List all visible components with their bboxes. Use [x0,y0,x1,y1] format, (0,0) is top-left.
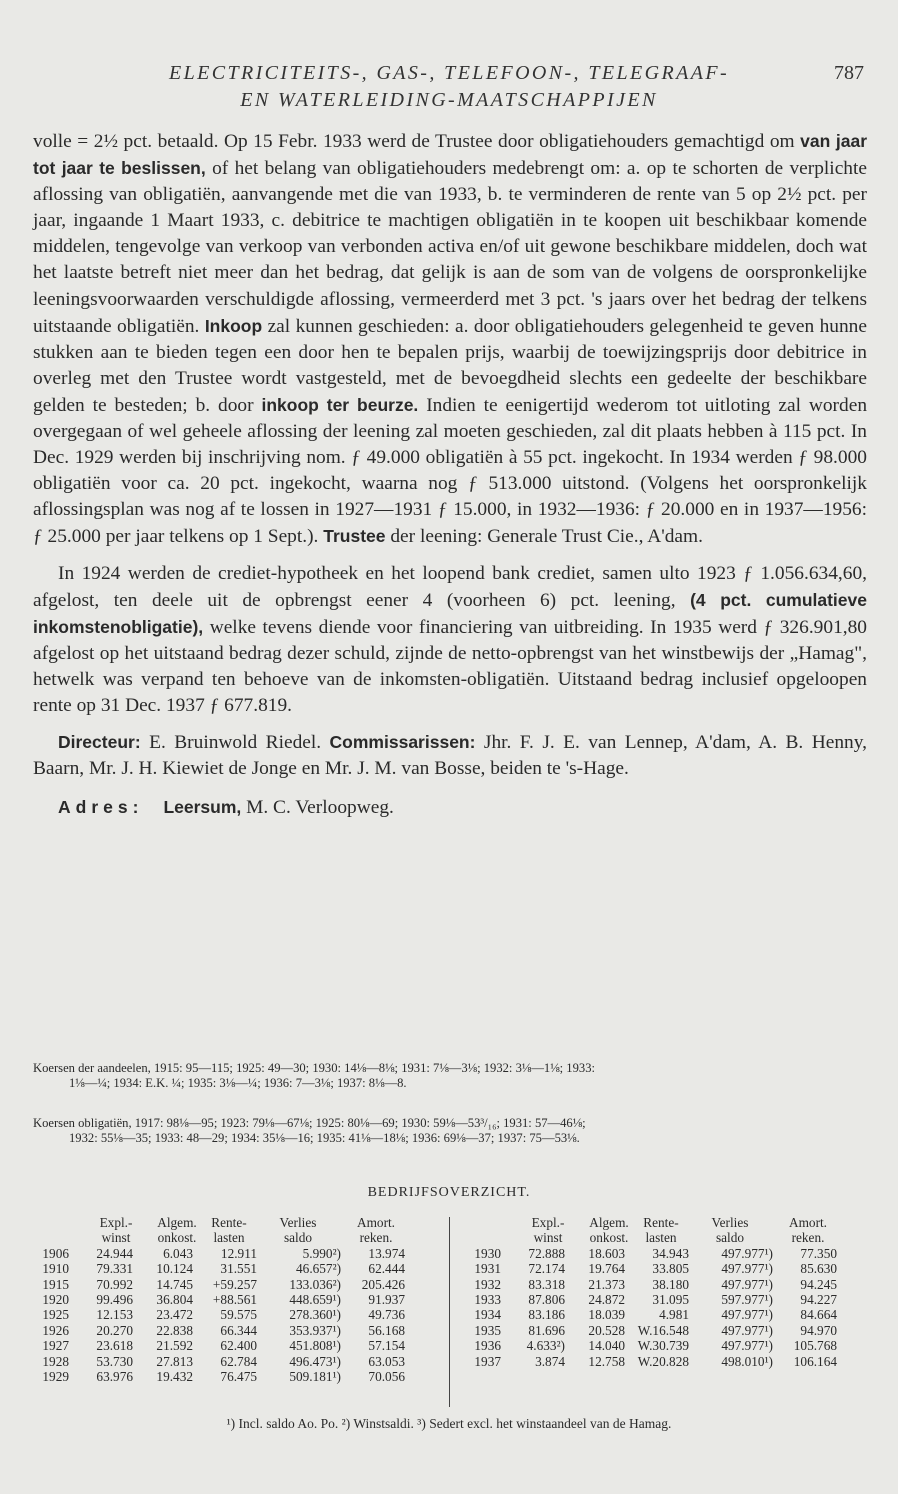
page-number: 787 [834,62,864,84]
table-header-row [33,1215,443,1230]
cell-year: 1937 [474,1353,501,1369]
cell-verlies-saldo: 498.010¹) [721,1353,773,1369]
table-row [33,1369,443,1384]
cell-expl-winst: 4.633²) [526,1338,565,1354]
table-header-cell: saldo [715,1230,745,1246]
paragraph-trustee [33,128,867,551]
cell-amort-reken: 94.227 [800,1291,837,1307]
bold-inkomstenobligatie: (4 pct. cumulatieve inkomstenobligatie), [33,589,867,637]
cell-expl-winst: 99.496 [96,1291,133,1307]
cell-amort-reken: 91.937 [368,1291,405,1307]
cell-amort-reken: 70.056 [368,1368,405,1384]
cell-expl-winst: 24.944 [96,1245,133,1261]
table-header-cell: lasten [645,1230,677,1246]
cell-verlies-saldo: 497.977¹) [721,1276,773,1292]
table-header-cell: winst [101,1230,131,1246]
cell-expl-winst: 87.806 [528,1291,565,1307]
cell-year: 1925 [42,1307,69,1323]
cell-amort-reken: 94.970 [800,1322,837,1338]
cell-amort-reken: 57.154 [368,1338,405,1354]
cell-rente-lasten: 31.095 [652,1291,689,1307]
cell-algem-onkost: 18.039 [588,1307,625,1323]
koersen-obligatien [33,1116,867,1146]
bold-phrase: van jaar tot jaar te beslissen, [33,131,868,179]
table-row [465,1323,875,1338]
table-header-cell: Expl.- [531,1215,565,1230]
cell-verlies-saldo: 278.360¹) [289,1307,341,1323]
bold-inkoop: Inkoop [204,315,263,336]
table-row [465,1354,875,1369]
table-row [465,1338,875,1353]
table-header-cell: winst [533,1230,563,1246]
paragraph-adres [33,794,867,821]
table-header-cell: Rente- [211,1215,247,1230]
cell-algem-onkost: 21.373 [588,1276,625,1292]
cell-algem-onkost: 19.432 [156,1368,193,1384]
cell-amort-reken: 106.164 [793,1353,837,1369]
cell-algem-onkost: 27.813 [156,1353,193,1369]
cell-year: 1929 [42,1368,69,1384]
table-row [33,1292,443,1307]
cell-algem-onkost: 14.745 [156,1276,193,1292]
cell-rente-lasten: +59.257 [212,1276,257,1292]
cell-year: 1936 [474,1338,501,1354]
cell-year: 1934 [474,1307,501,1323]
cell-year: 1933 [474,1291,501,1307]
cell-verlies-saldo: 597.977¹) [721,1291,773,1307]
bold-directeur: Directeur: [58,732,141,753]
cell-year: 1932 [474,1276,501,1292]
cell-expl-winst: 83.186 [528,1307,565,1323]
cell-year: 1910 [42,1261,69,1277]
table-row [465,1246,875,1261]
cell-amort-reken: 62.444 [368,1261,405,1277]
text-run: In 1924 werden de crediet-hypotheek en het loopend bank crediet, samen ulto 1923 ƒ 1.056.634,60, afgelost, ten deele uit de opbrengst eener 4 (voorheen 6) pct. leening, [33,562,867,611]
cell-expl-winst: 12.153 [96,1307,133,1323]
cell-algem-onkost: 10.124 [156,1261,193,1277]
cell-verlies-saldo: 496.473¹) [289,1353,341,1369]
table-header-cell: Verlies [279,1215,317,1230]
table-header-cell: reken. [359,1230,393,1246]
cell-verlies-saldo: 497.977¹) [721,1261,773,1277]
cell-amort-reken: 56.168 [368,1322,405,1338]
cell-year: 1906 [42,1245,69,1261]
text-run: Indien te eenigertijd wederom tot uitloting zal worden overgegaan of wel geheele aflossing der leening zal moeten geschieden, zal dit plaats hebben à 115 pct. In Dec. 1929 werden bij inschrijving nom. ƒ 49.000 obligatiën à 55 pct. ingekocht. In 1934 werden ƒ 98.000 obligatiën voor ca. 20 pct. ingekocht, waarna nog ƒ 513.000 uitstond. (Volgens het oorspronkelijk aflossingsplan was nog af te lossen in 1927—1931 ƒ 15.000, in 1932—1936: ƒ 20.000 en in 1937—1956: ƒ 25.000 per jaar telkens op 1 Sept.). [33,394,868,548]
cell-rente-lasten: +88.561 [212,1291,257,1307]
table-row [33,1261,443,1276]
table-header-cell: Verlies [711,1215,749,1230]
cell-expl-winst: 81.696 [528,1322,565,1338]
cell-expl-winst: 63.976 [96,1368,133,1384]
table-header-cell: Algem. [589,1215,629,1230]
cell-amort-reken: 94.245 [800,1276,837,1292]
address-label: Adres: [58,797,144,818]
cell-expl-winst: 83.318 [528,1276,565,1292]
cell-algem-onkost: 14.040 [588,1338,625,1354]
cell-algem-onkost: 23.472 [156,1307,193,1323]
table-row [33,1338,443,1353]
cell-verlies-saldo: 451.808¹) [289,1338,341,1354]
cell-year: 1928 [42,1353,69,1369]
text-run: of het belang van obligatiehouders medebrengt om: a. op te schorten de verplichte aflossing van obligatiën, aanvangende met die van 1933, b. te verminderen de rente van 5 op 2½ pct. per jaar, ingaande 1 Maart 1933, c. debitrice te machtigen obligatiën in te koopen uit beschikbaar komende middelen, tengevolge van verkoop van verbonden activa en/of uit gewone beschikbare middelen, doch wat het laatste betreft niet meer dan het bedrag, dat gelijk is aan de som van de volgens de oorspronkelijke leeningsvoorwaarden verschuldigde aflossing, vermeerderd met 3 pct. 's jaars over het bedrag der telkens uitstaande obligatiën. [33,158,867,337]
table-row [465,1307,875,1322]
cell-verlies-saldo: 5.990²) [302,1245,341,1261]
cell-rente-lasten: 33.805 [652,1261,689,1277]
cell-expl-winst: 53.730 [96,1353,133,1369]
cell-year: 1931 [474,1261,501,1277]
cell-rente-lasten: 76.475 [220,1368,257,1384]
paragraph-hypotheek [33,561,867,720]
cell-algem-onkost: 22.838 [156,1322,193,1338]
cell-verlies-saldo: 46.657²) [296,1261,341,1277]
table-header-cell: Expl.- [99,1215,133,1230]
table-footnote: ¹) Incl. saldo Ao. Po. ²) Winstsaldi. ³) Sedert excl. het winstaandeel van de Hamag. [226,1416,672,1431]
cell-year: 1915 [42,1276,69,1292]
table-right [465,1215,875,1369]
running-header [0,62,898,122]
table-row [465,1277,875,1292]
cell-verlies-saldo: 448.659¹) [289,1291,341,1307]
text-run: Jhr. F. J. E. van Lennep, A'dam, A. B. Henny, Baarn, Mr. J. H. Kiewiet de Jonge en Mr. J. M. van Bosse, beiden te 's-Hage. [33,732,867,780]
cell-algem-onkost: 18.603 [588,1245,625,1261]
table-row [465,1261,875,1276]
cell-algem-onkost: 6.043 [163,1245,193,1261]
cell-algem-onkost: 12.758 [588,1353,625,1369]
cell-algem-onkost: 20.528 [588,1322,625,1338]
table-header-cell: Amort. [356,1215,396,1230]
table-row [465,1292,875,1307]
cell-year: 1926 [42,1322,69,1338]
table-header-cell: Algem. [157,1215,197,1230]
table-header-cell: onkost. [589,1230,629,1246]
table-row [33,1323,443,1338]
table-row [33,1246,443,1261]
cell-rente-lasten: 31.551 [220,1261,257,1277]
cell-rente-lasten: W.16.548 [637,1322,689,1338]
cell-rente-lasten: 4.981 [659,1307,689,1323]
table-row [33,1307,443,1322]
koersen-obligatien-line-2: 1932: 55⅛—35; 1933: 48—29; 1934: 35⅛—16; 1935: 41⅛—18⅛; 1936: 69⅛—37; 1937: 75—53⅛. [69,1131,580,1145]
text-run: zal kunnen geschieden: a. door obligatiehouders gelegenheid te geven hunne stukken aan te bieden tegen een door hen te bepalen prijs, waarbij de toewijzingsprijs door debitrice in overleg met den Trustee wordt vastgesteld, met de bevoegdheid slechts een gedeelte der beschikbare gelden te besteden; b. door [33,315,867,416]
cell-rente-lasten: 34.943 [652,1245,689,1261]
text-run: E. Bruinwold Riedel. [140,732,330,754]
cell-rente-lasten: 38.180 [652,1276,689,1292]
table-header-row [465,1215,875,1230]
cell-verlies-saldo: 497.977¹) [721,1338,773,1354]
cell-rente-lasten: 59.575 [220,1307,257,1323]
cell-expl-winst: 79.331 [96,1261,133,1277]
cell-amort-reken: 77.350 [800,1245,837,1261]
cell-rente-lasten: 62.784 [220,1353,257,1369]
cell-amort-reken: 84.664 [800,1307,837,1323]
header-title-line-1: ELECTRICITEITS-, GAS-, TELEFOON-, TELEGRAAF- [168,62,730,84]
cell-amort-reken: 13.974 [368,1245,405,1261]
cell-amort-reken: 49.736 [368,1307,405,1323]
table-header-cell: Amort. [788,1215,828,1230]
table-left [33,1215,443,1384]
cell-expl-winst: 72.888 [528,1245,565,1261]
table-row [33,1277,443,1292]
bold-inkoop-ter-beurze: inkoop ter beurze. [261,394,419,415]
cell-expl-winst: 3.874 [535,1353,565,1369]
cell-expl-winst: 23.618 [96,1338,133,1354]
table-header-cell: reken. [791,1230,825,1246]
cell-algem-onkost: 36.804 [156,1291,193,1307]
cell-verlies-saldo: 497.977¹) [721,1307,773,1323]
bold-commissarissen: Commissarissen: [329,732,476,753]
table-header-cell: lasten [213,1230,245,1246]
cell-rente-lasten: 66.344 [220,1322,257,1338]
cell-amort-reken: 105.768 [793,1338,837,1354]
cell-verlies-saldo: 497.977¹) [721,1245,773,1261]
cell-amort-reken: 63.053 [368,1353,405,1369]
bold-trustee: Trustee [323,526,386,547]
text-run: welke tevens diende voor financiering van uitbreiding. In 1935 werd ƒ 326.901,80 afgelost op het uitstaand bedrag dezer schuld, zijnde de netto-opbrengst van het winstbewijs der „Hamag", hetwelk was verpand ten behoeve van de inkomsten-obligatiën. Uitstaand bedrag inclusief opgeloopen rente op 31 Dec. 1937 ƒ 677.819. [33,616,867,716]
paragraph-directie [33,729,867,782]
cell-verlies-saldo: 509.181¹) [289,1368,341,1384]
table-row [33,1354,443,1369]
text-run: volle = 2½ pct. betaald. Op 15 Febr. 1933 werd de Trustee door obligatiehouders gemachtigd om [33,131,801,152]
cell-algem-onkost: 24.872 [588,1291,625,1307]
table-header-cell: Rente- [643,1215,679,1230]
table-header-cell: saldo [283,1230,313,1246]
cell-expl-winst: 72.174 [528,1261,565,1277]
cell-year: 1935 [474,1322,501,1338]
address-street: M. C. Verloopweg. [246,797,394,819]
cell-expl-winst: 70.992 [96,1276,133,1292]
text-run: der leening: Generale Trust Cie., A'dam. [385,526,703,548]
koersen-aandeelen-line-1: Koersen der aandeelen, 1915: 95—115; 1925: 49—30; 1930: 14⅛—8⅛; 1931: 7⅛—3⅛; 1932: 3⅛—1⅛; 1933: [33,1061,595,1075]
koersen-obligatien-line-1: Koersen obligatiën, 1917: 98⅛—95; 1923: 79⅛—67⅛; 1925: 80⅛—69; 1930: 59⅛—53³/₁₆; 1931: 57—46⅛; [33,1116,586,1130]
cell-rente-lasten: 62.400 [220,1338,257,1354]
cell-verlies-saldo: 353.937¹) [289,1322,341,1338]
koersen-aandeelen-line-2: 1⅛—¼; 1934: E.K. ¼; 1935: 3⅛—¼; 1936: 7—3⅛; 1937: 8⅛—8. [69,1076,407,1090]
cell-year: 1920 [42,1291,69,1307]
cell-amort-reken: 85.630 [800,1261,837,1277]
cell-expl-winst: 20.270 [96,1322,133,1338]
cell-year: 1930 [474,1245,501,1261]
koersen-aandeelen [33,1061,867,1091]
cell-algem-onkost: 21.592 [156,1338,193,1354]
table-title: BEDRIJFSOVERZICHT. [367,1185,531,1200]
cell-algem-onkost: 19.764 [588,1261,625,1277]
table-header-row [465,1230,875,1245]
cell-year: 1927 [42,1338,69,1354]
cell-rente-lasten: W.30.739 [637,1338,689,1354]
table-header-cell: onkost. [157,1230,197,1246]
cell-rente-lasten: 12.911 [220,1245,257,1261]
body-text [33,128,867,821]
cell-rente-lasten: W.20.828 [637,1353,689,1369]
table-header-row [33,1230,443,1245]
cell-verlies-saldo: 133.036²) [289,1276,341,1292]
header-title-line-2: EN WATERLEIDING-MAATSCHAPPIJEN [240,89,658,111]
address-place: Leersum, [163,797,242,818]
cell-amort-reken: 205.426 [361,1276,405,1292]
cell-verlies-saldo: 497.977¹) [721,1322,773,1338]
